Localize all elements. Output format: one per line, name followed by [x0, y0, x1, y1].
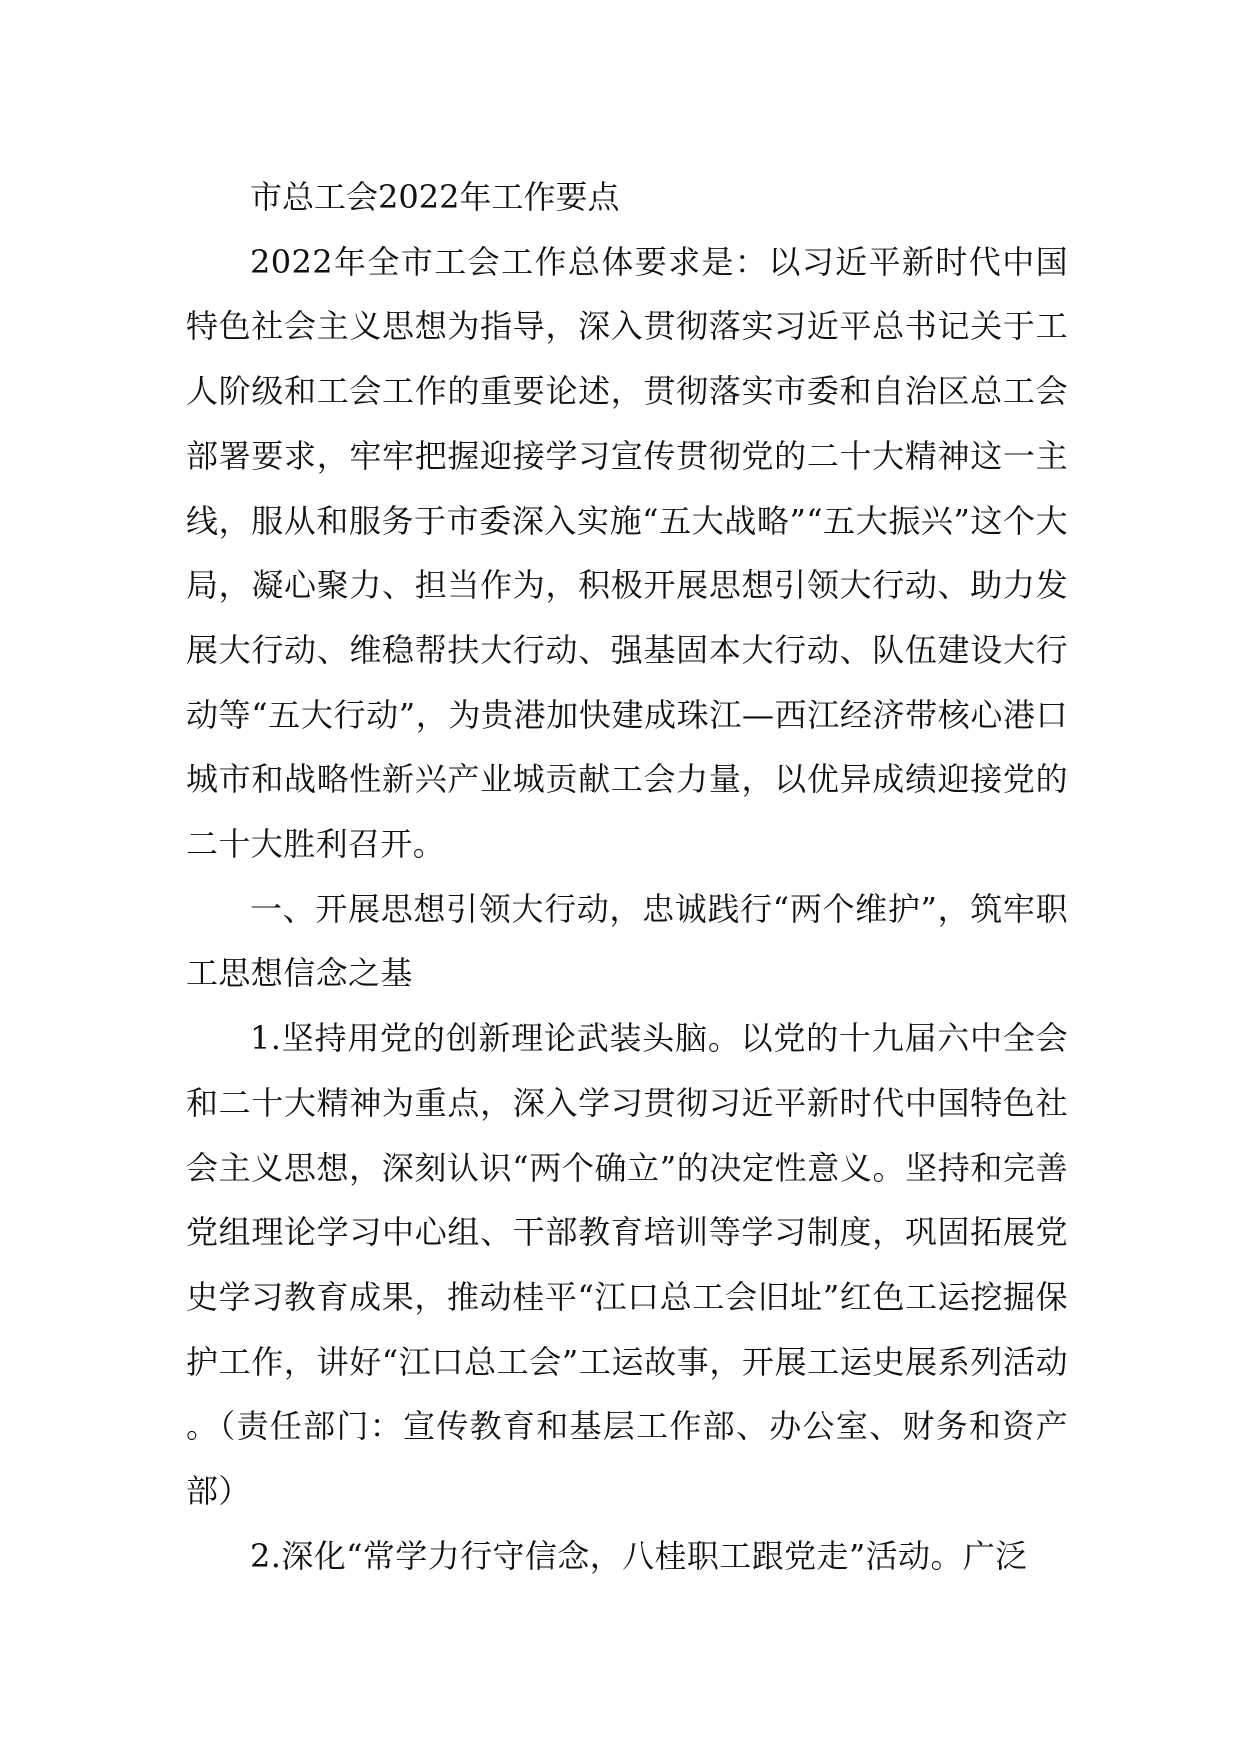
section-heading-1: 一、开展思想引领大行动，忠诚践行“两个维护”，筑牢职工思想信念之基: [186, 889, 1068, 993]
paragraph-item-2: 2.深化“常学力行守信念，八桂职工跟党走”活动。广泛: [250, 1536, 1028, 1575]
paragraph-item-1: 1.坚持用党的创新理论武装头脑。以党的十九届六中全会和二十大精神为重点，深入学习贯彻习近平新时代中国特色社会主义思想，深刻认识“两个确立”的决定性意义。坚持和完善党组理论学习中心组、干部教育培训等学习制度，巩固拓展党史学习教育成果，推动桂平“江口总工会旧址”红色工运挖掘保护工作，讲好“江口总工会”工运故事，开展工运史展系列活动。（责任部门：宣传教育和基层工作部、办公室、财务和资产部）: [186, 1019, 1068, 1511]
paragraph-general-requirements: 2022年全市工会工作总体要求是：以习近平新时代中国特色社会主义思想为指导，深入贯彻落实习近平总书记关于工人阶级和工会工作的重要论述，贯彻落实市委和自治区总工会部署要求，牢牢把握迎接学习宣传贯彻党的二十大精神这一主线，服从和服务于市委深入实施“五大战略”“五大振兴”这个大局，凝心聚力、担当作为，积极开展思想引领大行动、助力发展大行动、维稳帮扶大行动、强基固本大行动、队伍建设大行动等“五大行动”，为贵港加快建成珠江—西江经济带核心港口城市和战略性新兴产业城贡献工会力量，以优异成绩迎接党的二十大胜利召开。: [186, 242, 1068, 864]
document-title: 市总工会2022年工作要点: [250, 178, 620, 216]
document-body: [186, 165, 1068, 1588]
